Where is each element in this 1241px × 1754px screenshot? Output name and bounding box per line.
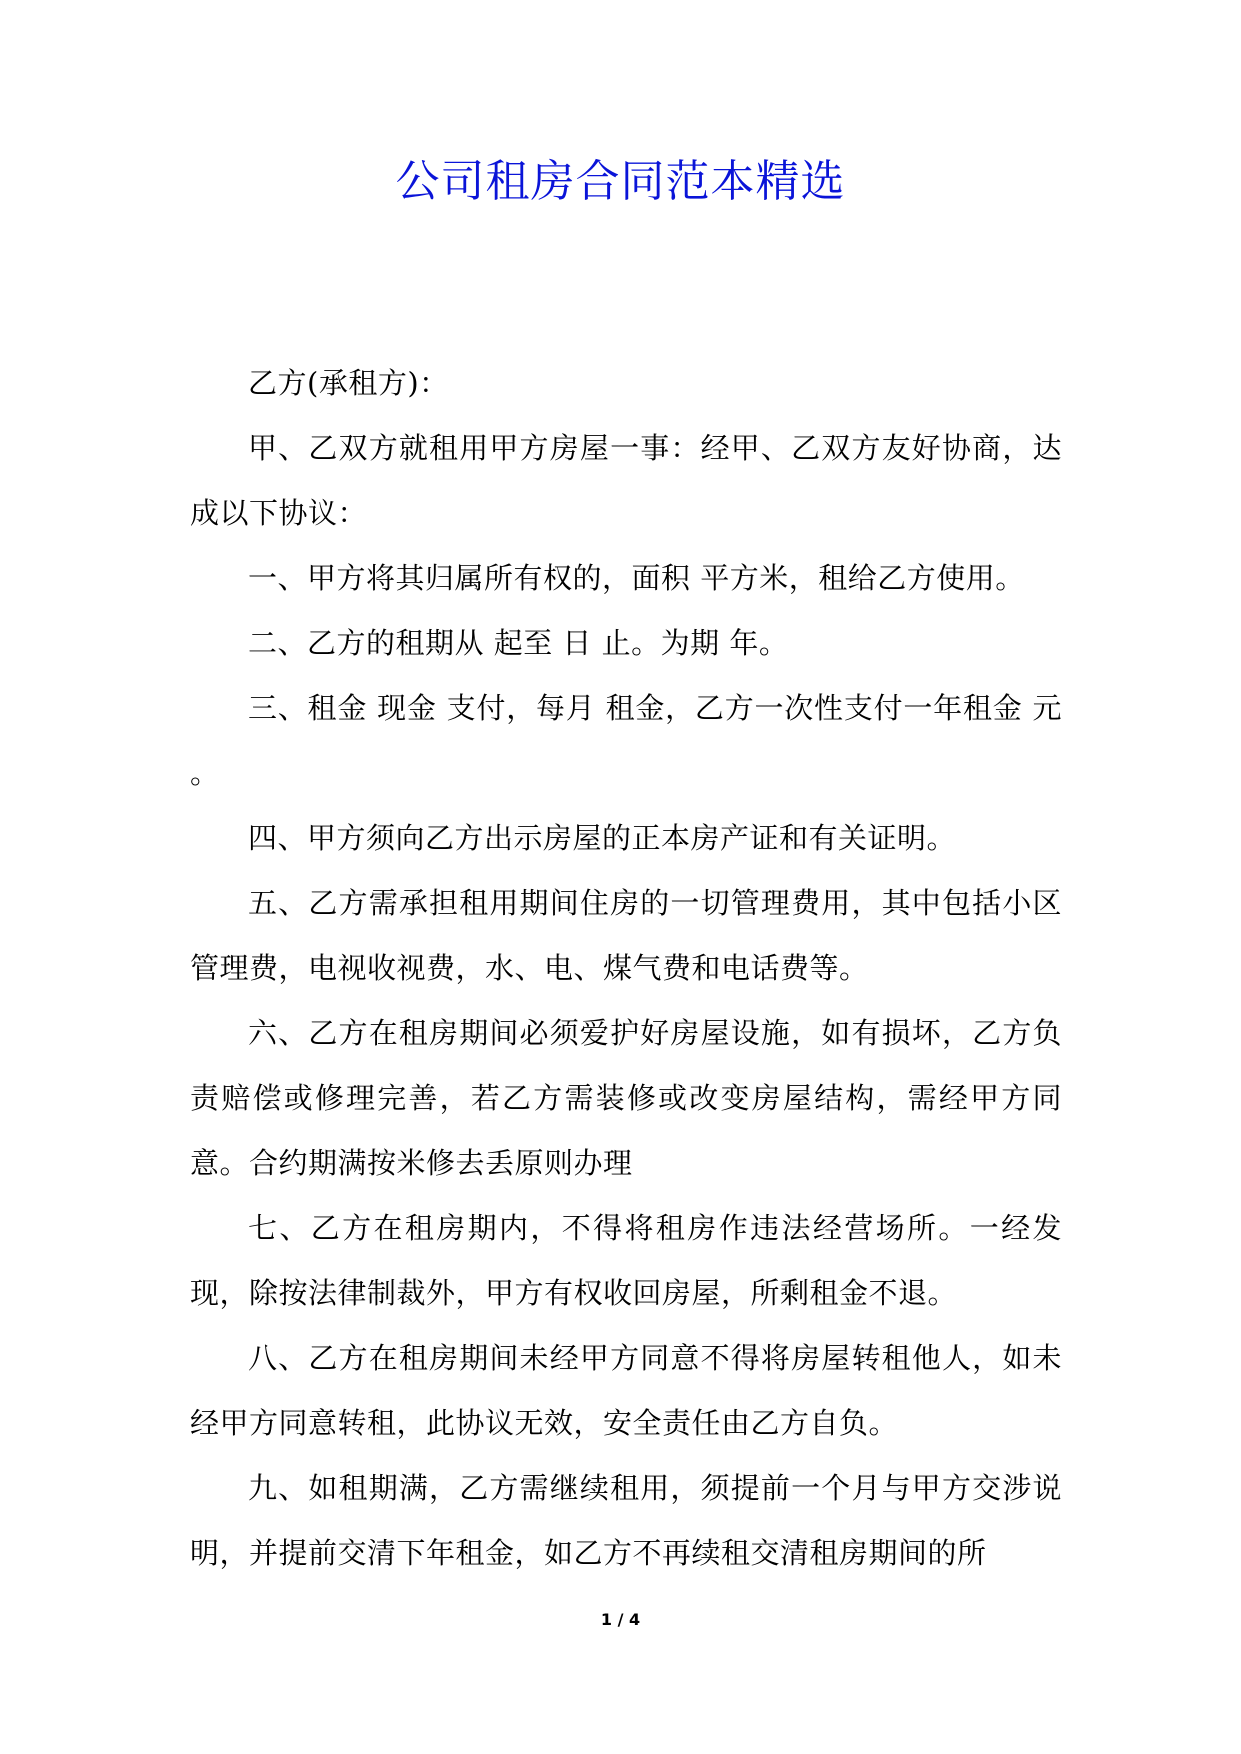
- document-title: 公司租房合同范本精选: [395, 156, 846, 207]
- paragraph-clause-6: 六、乙方在租房期间必须爱护好房屋设施，如有损坏，乙方负责赔偿或修理完善，若乙方需装修或改变房屋结构，需经甲方同意。合约期满按米修去丢原则办理: [190, 1016, 1062, 1180]
- document-body: [190, 351, 1062, 1586]
- page-number: 1 / 4: [600, 1610, 641, 1629]
- paragraph-clause-3: 三、租金 现金 支付，每月 租金，乙方一次性支付一年租金 元 。: [190, 691, 1062, 790]
- paragraph-clause-4: 四、甲方须向乙方出示房屋的正本房产证和有关证明。: [248, 821, 957, 855]
- paragraph-clause-8: 八、乙方在租房期间未经甲方同意不得将房屋转租他人，如未经甲方同意转租，此协议无效，安全责任由乙方自负。: [190, 1341, 1062, 1440]
- paragraph-clause-7: 七、乙方在租房期内，不得将租房作违法经营场所。一经发现，除按法律制裁外，甲方有权收回房屋，所剩租金不退。: [190, 1211, 1062, 1310]
- paragraph-clause-5: 五、乙方需承担租用期间住房的一切管理费用，其中包括小区管理费，电视收视费，水、电、煤气费和电话费等。: [190, 886, 1062, 985]
- paragraph-clause-2: 二、乙方的租期从 起至 日 止。为期 年。: [248, 626, 789, 660]
- paragraph-lessee: 乙方(承租方)：: [248, 366, 449, 400]
- paragraph-intro: 甲、乙双方就租用甲方房屋一事：经甲、乙双方友好协商，达成以下协议：: [190, 431, 1062, 530]
- paragraph-clause-1: 一、甲方将其归属所有权的，面积 平方米，租给乙方使用。: [248, 561, 1025, 595]
- paragraph-clause-9: 九、如租期满，乙方需继续租用，须提前一个月与甲方交涉说明，并提前交清下年租金，如乙方不再续租交清租房期间的所: [190, 1471, 1062, 1570]
